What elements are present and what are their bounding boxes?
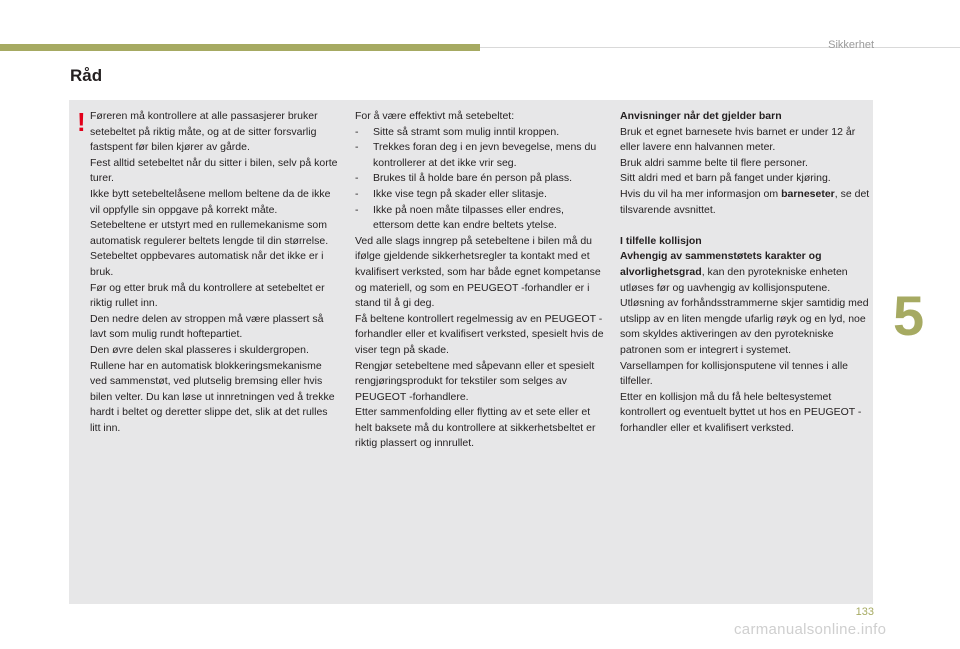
column-children-collision: [620, 109, 870, 436]
paragraph: Ved alle slags inngrep på setebeltene i bilen må du ifølge gjeldende sikkerhetsregler ta kontakt med et kvalifisert verksted, som har både egnet kompetanse og materiell, og som en PEUGEOT -forhandler er i stand til å gi deg.: [355, 234, 601, 310]
collision-paragraph: [620, 249, 870, 358]
dash-bullet: -: [355, 187, 359, 200]
header-rule: [480, 47, 960, 48]
paragraph: Sitt aldri med et barn på fanget under kjøring.: [620, 172, 831, 185]
section-label: Sikkerhet: [828, 39, 874, 51]
list-item: [355, 203, 605, 234]
page-number: 133: [855, 606, 874, 618]
paragraph: Før og etter bruk må du kontrollere at setebeltet er riktig rullet inn.: [90, 281, 325, 310]
warning-icon: !: [77, 107, 86, 137]
more-info-text: Hvis du vil ha mer informasjon om: [620, 187, 779, 200]
list-item: [355, 140, 605, 171]
more-info-paragraph: [620, 187, 870, 218]
paragraph: Den nedre delen av stroppen må være plassert så lavt som mulig rundt hoftepartiet.: [90, 312, 324, 341]
paragraph: Føreren må kontrollere at alle passasjerer bruker setebeltet på riktig måte, og at de sitter forsvarlig fastspent før bilen kjører av gårde.: [90, 110, 318, 154]
collision-text: , kan den pyrotekniske enheten utløses før og uavhengig av kollisjonsputene. Utløsning av forhåndsstrammerne skjer samtidig med utslipp av en liten mengde ufarlig røyk og en lyd, noe som skyldes aktiveringen av den pyrotekniske patronen som er integrert i systemet.: [620, 265, 869, 356]
paragraph: Rengjør setebeltene med såpevann eller et spesielt rengjøringsprodukt for tekstiler som selges av PEUGEOT -forhandlere.: [355, 359, 595, 403]
list-item-text: Ikke på noen måte tilpasses eller endres, ettersom dette kan endre beltets ytelse.: [373, 203, 564, 232]
list-item: [355, 187, 605, 203]
dash-bullet: -: [355, 172, 359, 185]
paragraph: Varsellampen for kollisjonsputene vil tennes i alle tilfeller.: [620, 359, 849, 388]
spacer: [620, 218, 870, 234]
list-intro: For å være effektivt må setebeltet:: [355, 110, 515, 122]
page-title: Råd: [70, 66, 103, 85]
requirements-list: [355, 125, 605, 234]
paragraph: Etter en kollisjon må du få hele beltesystemet kontrollert og eventuelt byttet ut hos en PEUGEOT -forhandler eller et kvalifisert verksted.: [620, 390, 862, 434]
collision-emphasis: Avhengig av sammenstøtets karakter og alvorlighetsgrad: [620, 250, 822, 278]
paragraph: Ikke bytt setebeltelåsene mellom beltene da de ikke vil oppfylle sin oppgave på korrekt måte.: [90, 187, 331, 216]
paragraph: Bruk aldri samme belte til flere personer.: [620, 156, 808, 169]
paragraph: Bruk et egnet barnesete hvis barnet er under 12 år eller lavere enn halvannen meter.: [620, 125, 856, 154]
column-seatbelt-rules: [90, 109, 340, 436]
dash-bullet: -: [355, 125, 359, 138]
list-item-text: Trekkes foran deg i en jevn bevegelse, mens du kontrollerer at det ikke vrir seg.: [373, 141, 597, 169]
watermark: carmanualsonline.info: [734, 621, 887, 638]
paragraph: Setebeltene er utstyrt med en rullemekanisme som automatisk regulerer beltets lengde til din størrelse. Setebeltet oppbevares automatisk når det ikke er i bruk.: [90, 219, 329, 278]
list-item-text: Sitte så stramt som mulig inntil kroppen.: [373, 125, 560, 138]
paragraph: Den øvre delen skal plasseres i skuldergropen.: [90, 343, 309, 356]
list-item-text: Brukes til å holde bare én person på plass.: [373, 172, 573, 185]
more-info-suffix: , se det tilsvarende avsnittet.: [620, 187, 870, 216]
children-heading: Anvisninger når det gjelder barn: [620, 110, 782, 122]
list-item-text: Ikke vise tegn på skader eller slitasje.: [373, 187, 547, 200]
paragraph: Rullene har en automatisk blokkeringsmekanisme ved sammenstøt, ved plutselig bremsing eller hvis bilen velter. Du kan løse ut innretningen ved å trekke hardt i beltet og deretter slippe det, slik at det rulles litt inn.: [90, 359, 335, 434]
collision-heading: I tilfelle kollisjon: [620, 234, 702, 247]
paragraph: Fest alltid setebeltet når du sitter i bilen, selv på korte turer.: [90, 156, 338, 185]
header-accent-bar: [0, 44, 480, 51]
paragraph: Etter sammenfolding eller flytting av et sete eller et helt baksete må du kontrollere at sikkerhetsbeltet er riktig plassert og innrullet.: [355, 406, 596, 450]
dash-bullet: -: [355, 141, 359, 154]
paragraph: Få beltene kontrollert regelmessig av en PEUGEOT -forhandler eller et kvalifisert verksted, spesielt hvis de viser tegn på skade.: [355, 312, 604, 356]
child-seats-reference: barneseter: [781, 187, 835, 200]
chapter-number: 5: [893, 284, 925, 347]
list-item: [355, 125, 605, 141]
column-effectiveness: [355, 109, 605, 452]
dash-bullet: -: [355, 203, 359, 216]
list-item: [355, 171, 605, 187]
